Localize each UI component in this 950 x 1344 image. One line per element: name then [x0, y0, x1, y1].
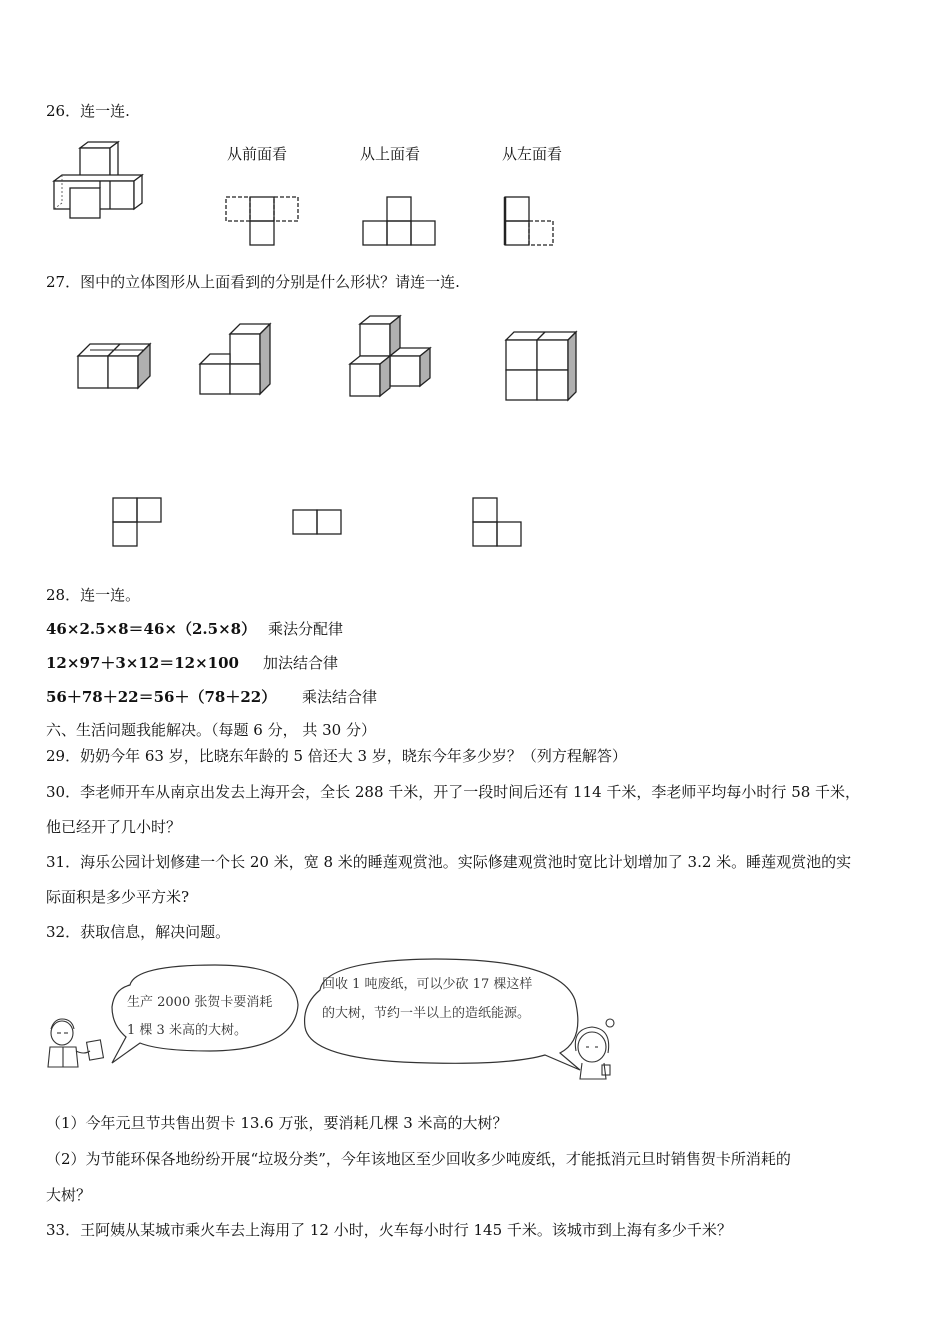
q28-expr-2: 12×97＋3×12＝12×100 — [46, 654, 239, 672]
q29: 29．奶奶今年 63 岁，比晓东年龄的 5 倍还大 3 岁，晓东今年多少岁？（列方程解答） — [46, 747, 627, 765]
q27-top-view-2 — [291, 508, 345, 538]
view-front-label: 从前面看 — [227, 145, 288, 163]
view-top-shape — [363, 195, 443, 247]
q30-line-2: 他已经开了几小时？ — [46, 818, 182, 836]
q27-solid-1 — [74, 336, 154, 396]
q28-law-1: 乘法分配律 — [268, 620, 344, 638]
q30-line-1: 30．李老师开车从南京出发去上海开会，全长 288 千米，开了一段时间后还有 114 千米，李老师平均每小时行 58 千米， — [46, 783, 861, 801]
bubble-left-line-1: 生产 2000 张贺卡要消耗 — [127, 995, 273, 1010]
q27-title: 27．图中的立体图形从上面看到的分别是什么形状？请连一连. — [46, 273, 460, 291]
q32-sub-2-line-1: （2）为节能环保各地纷纷开展“垃圾分类”，今年该地区至少回收多少吨废纸，才能抵消元旦时销售贺卡所消耗的 — [46, 1150, 791, 1168]
q27-top-view-1 — [111, 496, 165, 550]
q31-line-2: 际面积是多少平方米? — [46, 888, 190, 906]
q26-solid-figure — [50, 140, 150, 220]
q27-solid-4 — [502, 328, 582, 404]
q32-sub-2-line-2: 大树？ — [46, 1186, 92, 1204]
bubble-left-line-2: 1 棵 3 米高的大树。 — [127, 1023, 247, 1038]
man-figure — [48, 1019, 103, 1067]
bubble-right-line-2: 的大树，节约一半以上的造纸能源。 — [322, 1006, 531, 1021]
q28-expr-1: 46×2.5×8＝46×（2.5×8） — [46, 620, 257, 638]
q27-solid-3 — [346, 312, 438, 400]
bubble-right-line-1: 回收 1 吨废纸，可以少砍 17 棵这样 — [322, 977, 533, 992]
q32-sub-1: （1）今年元旦节共售出贺卡 13.6 万张，要消耗几棵 3 米高的大树？ — [46, 1114, 508, 1132]
q27-top-view-3 — [471, 496, 525, 550]
view-top-label: 从上面看 — [360, 145, 421, 163]
girl-figure — [575, 1019, 614, 1079]
q28-title: 28．连一连。 — [46, 586, 141, 604]
q28-expr-3: 56＋78＋22＝56＋（78＋22） — [46, 688, 277, 706]
q32-title: 32．获取信息，解决问题。 — [46, 923, 231, 941]
q33: 33．王阿姨从某城市乘火车去上海用了 12 小时，火车每小时行 145 千米。该城市到上海有多少千米？ — [46, 1221, 732, 1239]
q28-law-3: 乘法结合律 — [302, 688, 378, 706]
view-front-shape — [224, 195, 304, 247]
view-left-shape — [503, 195, 563, 247]
q27-solid-2 — [196, 320, 276, 398]
view-left-label: 从左面看 — [502, 145, 563, 163]
q31-line-1: 31．海乐公园计划修建一个长 20 米，宽 8 米的睡莲观赏池。实际修建观赏池时宽比计划增加了 3.2 米。睡莲观赏池的实 — [46, 853, 852, 871]
q26-title: 26．连一连. — [46, 102, 130, 120]
section-6-heading: 六、生活问题我能解决。（每题 6 分， 共 30 分） — [46, 721, 376, 739]
q28-law-2: 加法结合律 — [263, 654, 339, 672]
